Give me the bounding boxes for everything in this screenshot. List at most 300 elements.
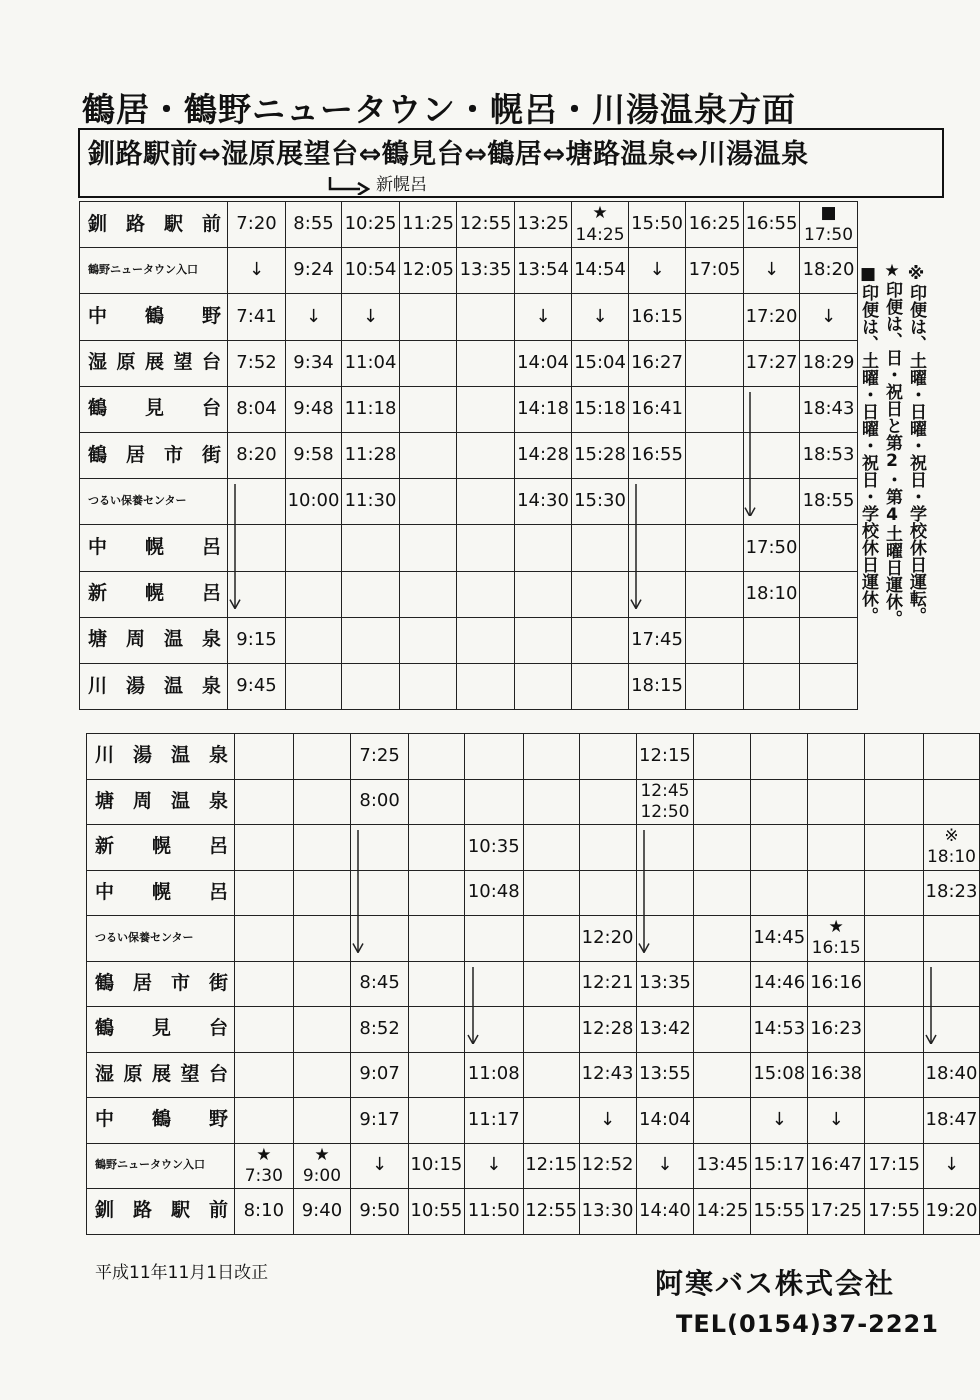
time-cell: [457, 432, 515, 478]
time-cell: ↓: [751, 1098, 808, 1144]
time-cell: [286, 663, 342, 709]
time-cell: [293, 916, 351, 962]
time-cell: 8:20: [228, 432, 286, 478]
time-cell: 8:55: [286, 202, 342, 248]
time-cell: [235, 1098, 294, 1144]
time-cell: 14:18: [515, 386, 572, 432]
time-cell: [286, 617, 342, 663]
time-cell: 15:18: [572, 386, 629, 432]
timetable-row: [87, 1189, 980, 1235]
arrow-down-icon: [466, 967, 480, 1044]
time-cell: 14:25: [694, 1189, 751, 1235]
timetable-row: [80, 479, 858, 525]
time-cell: [572, 525, 629, 571]
timetable-row: [80, 294, 858, 340]
time-cell: [400, 479, 457, 525]
time-cell: ↓: [286, 294, 342, 340]
timetable-row: [87, 961, 980, 1007]
station-name: 新 幌 呂: [87, 825, 235, 871]
time-cell: [235, 1007, 294, 1053]
time-cell: [457, 617, 515, 663]
time-cell: [865, 870, 924, 916]
time-cell: 15:17: [751, 1143, 808, 1189]
time-cell: [694, 961, 751, 1007]
timetable-row: [87, 1143, 980, 1189]
station-name: つるい保養センター: [87, 916, 235, 962]
time-cell: [523, 734, 579, 780]
time-cell: 15:30: [572, 479, 629, 525]
time-cell: [923, 916, 979, 962]
station-name: 中 幌 呂: [87, 870, 235, 916]
company-phone: TEL(0154)37-2221: [676, 1310, 939, 1338]
time-cell: [923, 734, 979, 780]
time-cell: [235, 779, 294, 825]
inbound-timetable: [86, 733, 980, 1235]
time-cell: 16:27: [629, 340, 686, 386]
time-cell: [408, 734, 464, 780]
time-cell: [865, 916, 924, 962]
time-cell: [523, 1098, 579, 1144]
time-cell: [686, 294, 744, 340]
timetable-row: [87, 825, 980, 871]
station-name: 釧 路 駅 前: [87, 1189, 235, 1235]
time-cell: 16:15: [629, 294, 686, 340]
time-cell: 13:25: [515, 202, 572, 248]
time-cell: [572, 571, 629, 617]
notes-column: [846, 204, 946, 704]
time-cell: 9:07: [351, 1052, 409, 1098]
time-cell: 16:38: [808, 1052, 865, 1098]
time-cell: [400, 525, 457, 571]
time-cell: 11:08: [464, 1052, 523, 1098]
time-cell: 14:53: [751, 1007, 808, 1053]
timetable-row: [87, 916, 980, 962]
time-cell: 17:15: [865, 1143, 924, 1189]
time-cell: 10:55: [408, 1189, 464, 1235]
outbound-timetable: [79, 201, 858, 710]
time-cell: 15:08: [751, 1052, 808, 1098]
time-cell: [293, 825, 351, 871]
time-cell: [579, 825, 636, 871]
station-name: つるい保養センター: [80, 479, 228, 525]
time-cell: 18:10: [744, 571, 800, 617]
time-cell: [808, 734, 865, 780]
time-cell: 11:18: [342, 386, 400, 432]
time-cell: 13:42: [636, 1007, 694, 1053]
time-cell: [523, 916, 579, 962]
time-cell: 16:55: [744, 202, 800, 248]
time-cell: 17:05: [686, 248, 744, 294]
time-cell: 10:48: [464, 870, 523, 916]
timetable-row: [80, 386, 858, 432]
timetable-row: [87, 1052, 980, 1098]
time-cell: [408, 961, 464, 1007]
time-cell: [686, 386, 744, 432]
time-cell: 16:23: [808, 1007, 865, 1053]
time-cell: 14:46: [751, 961, 808, 1007]
time-cell: 12:05: [400, 248, 457, 294]
timetable-row: [80, 525, 858, 571]
time-cell: ★ 7:30: [235, 1143, 294, 1189]
page-title: 鶴居・鶴野ニュータウン・幌呂・川湯温泉方面: [82, 90, 796, 129]
time-cell: [408, 870, 464, 916]
time-cell: [342, 525, 400, 571]
time-cell: 9:48: [286, 386, 342, 432]
time-cell: [865, 779, 924, 825]
revision-date: 平成11年11月1日改正: [95, 1263, 269, 1283]
time-cell: 18:40: [923, 1052, 979, 1098]
time-cell: 12:55: [457, 202, 515, 248]
time-cell: [808, 870, 865, 916]
time-cell: [865, 825, 924, 871]
time-cell: 9:34: [286, 340, 342, 386]
time-cell: [694, 825, 751, 871]
time-cell: [400, 340, 457, 386]
time-cell: [293, 1052, 351, 1098]
time-cell: 13:54: [515, 248, 572, 294]
time-cell: [572, 663, 629, 709]
time-cell: ↓: [342, 294, 400, 340]
time-cell: 10:54: [342, 248, 400, 294]
time-cell: [293, 870, 351, 916]
time-cell: 12:55: [523, 1189, 579, 1235]
station-name: 湿原展望台: [80, 340, 228, 386]
time-cell: [694, 779, 751, 825]
station-name: 中 幌 呂: [80, 525, 228, 571]
time-cell: 16:25: [686, 202, 744, 248]
time-cell: 7:41: [228, 294, 286, 340]
time-cell: [400, 617, 457, 663]
time-cell: ↓: [228, 248, 286, 294]
time-cell: 15:55: [751, 1189, 808, 1235]
time-cell: 14:04: [636, 1098, 694, 1144]
time-cell: [523, 961, 579, 1007]
note-column-3: ※印便は、土曜・日曜・祝日・学校休日運転。: [906, 264, 926, 624]
timetable-row: [80, 663, 858, 709]
time-cell: 15:04: [572, 340, 629, 386]
time-cell: [523, 870, 579, 916]
time-cell: [694, 734, 751, 780]
time-cell: [286, 525, 342, 571]
time-cell: [865, 1098, 924, 1144]
time-cell: [751, 779, 808, 825]
time-cell: ↓: [515, 294, 572, 340]
time-cell: 9:45: [228, 663, 286, 709]
time-cell: 16:16: [808, 961, 865, 1007]
time-cell: ↓: [800, 294, 858, 340]
time-cell: 18:20: [800, 248, 858, 294]
time-cell: ↓: [572, 294, 629, 340]
time-cell: [464, 779, 523, 825]
time-cell: 19:20: [923, 1189, 979, 1235]
time-cell: ★ 16:15: [808, 916, 865, 962]
time-cell: [464, 916, 523, 962]
station-name: 川 湯 温 泉: [80, 663, 228, 709]
station-name: 湿原展望台: [87, 1052, 235, 1098]
company-name: 阿寒バス株式会社: [655, 1267, 896, 1300]
time-cell: [744, 663, 800, 709]
time-cell: [865, 1052, 924, 1098]
time-cell: [523, 779, 579, 825]
time-cell: 9:15: [228, 617, 286, 663]
time-cell: [235, 734, 294, 780]
time-cell: ■ 17:50: [800, 202, 858, 248]
time-cell: 10:15: [408, 1143, 464, 1189]
time-cell: [923, 779, 979, 825]
time-cell: [235, 916, 294, 962]
time-cell: 10:35: [464, 825, 523, 871]
time-cell: 18:53: [800, 432, 858, 478]
time-cell: ↓: [808, 1098, 865, 1144]
time-cell: 12:52: [579, 1143, 636, 1189]
time-cell: [751, 734, 808, 780]
time-cell: 11:04: [342, 340, 400, 386]
time-cell: 18:15: [629, 663, 686, 709]
timetable-row: [87, 779, 980, 825]
time-cell: [342, 571, 400, 617]
time-cell: 12:15: [523, 1143, 579, 1189]
time-cell: [579, 870, 636, 916]
time-cell: 16:47: [808, 1143, 865, 1189]
time-cell: 9:50: [351, 1189, 409, 1235]
arrow-down-icon: [228, 484, 242, 609]
time-cell: [694, 916, 751, 962]
time-cell: [457, 479, 515, 525]
time-cell: [744, 617, 800, 663]
time-cell: [751, 870, 808, 916]
time-cell: [293, 961, 351, 1007]
time-cell: 17:27: [744, 340, 800, 386]
time-cell: [408, 825, 464, 871]
time-cell: 8:45: [351, 961, 409, 1007]
time-cell: 18:23: [923, 870, 979, 916]
timetable-row: [80, 617, 858, 663]
station-name: 塘 周 温 泉: [80, 617, 228, 663]
time-cell: 12:45 12:50: [636, 779, 694, 825]
time-cell: 12:28: [579, 1007, 636, 1053]
time-cell: [694, 870, 751, 916]
time-cell: 17:25: [808, 1189, 865, 1235]
route-main: 釧路駅前⇔湿原展望台⇔鶴見台⇔鶴居⇔塘路温泉⇔川湯温泉: [88, 139, 809, 170]
time-cell: 17:45: [629, 617, 686, 663]
time-cell: 9:58: [286, 432, 342, 478]
time-cell: [523, 1052, 579, 1098]
time-cell: [342, 663, 400, 709]
timetable-row: [80, 340, 858, 386]
time-cell: [515, 617, 572, 663]
time-cell: ↓: [744, 248, 800, 294]
time-cell: [408, 1007, 464, 1053]
time-cell: [400, 432, 457, 478]
time-cell: [865, 961, 924, 1007]
time-cell: [808, 825, 865, 871]
time-cell: [865, 734, 924, 780]
time-cell: [579, 779, 636, 825]
time-cell: [408, 779, 464, 825]
time-cell: [293, 1098, 351, 1144]
time-cell: 18:55: [800, 479, 858, 525]
time-cell: ※ 18:10: [923, 825, 979, 871]
time-cell: [342, 617, 400, 663]
time-cell: 11:17: [464, 1098, 523, 1144]
time-cell: 17:50: [744, 525, 800, 571]
station-name: 鶴野ニュータウン入口: [80, 248, 228, 294]
time-cell: [293, 779, 351, 825]
time-cell: [457, 386, 515, 432]
time-cell: 14:54: [572, 248, 629, 294]
time-cell: 9:17: [351, 1098, 409, 1144]
time-cell: 14:45: [751, 916, 808, 962]
time-cell: 8:10: [235, 1189, 294, 1235]
time-cell: [686, 525, 744, 571]
time-cell: 10:25: [342, 202, 400, 248]
time-cell: [523, 825, 579, 871]
time-cell: [400, 294, 457, 340]
time-cell: 15:50: [629, 202, 686, 248]
time-cell: 8:52: [351, 1007, 409, 1053]
time-cell: ↓: [351, 1143, 409, 1189]
time-cell: 13:30: [579, 1189, 636, 1235]
time-cell: [408, 916, 464, 962]
arrow-down-icon: [637, 830, 651, 953]
time-cell: ↓: [923, 1143, 979, 1189]
time-cell: 12:20: [579, 916, 636, 962]
time-cell: ↓: [464, 1143, 523, 1189]
time-cell: 18:47: [923, 1098, 979, 1144]
time-cell: [457, 571, 515, 617]
timetable-row: [80, 248, 858, 294]
time-cell: [400, 663, 457, 709]
time-cell: 9:24: [286, 248, 342, 294]
time-cell: 10:00: [286, 479, 342, 525]
timetable-row: [87, 734, 980, 780]
time-cell: [235, 1052, 294, 1098]
timetable-row: [80, 202, 858, 248]
time-cell: [751, 825, 808, 871]
time-cell: ★ 14:25: [572, 202, 629, 248]
time-cell: 13:55: [636, 1052, 694, 1098]
time-cell: [408, 1052, 464, 1098]
time-cell: [686, 617, 744, 663]
branch-arrow-icon: [326, 175, 370, 195]
timetable-row: [87, 870, 980, 916]
time-cell: 14:28: [515, 432, 572, 478]
time-cell: 13:45: [694, 1143, 751, 1189]
time-cell: [686, 432, 744, 478]
time-cell: 14:30: [515, 479, 572, 525]
note-column-2: ★印便は、日・祝日と第2・第4土曜日運休。: [882, 261, 902, 627]
time-cell: 8:04: [228, 386, 286, 432]
time-cell: 15:28: [572, 432, 629, 478]
note-column-1: ■印便は、土曜・日曜・祝日・学校休日運休。: [858, 264, 878, 624]
station-name: 中 鶴 野: [87, 1098, 235, 1144]
time-cell: [293, 734, 351, 780]
time-cell: 14:40: [636, 1189, 694, 1235]
timetable-row: [87, 1098, 980, 1144]
time-cell: 12:21: [579, 961, 636, 1007]
time-cell: 17:20: [744, 294, 800, 340]
time-cell: ↓: [579, 1098, 636, 1144]
time-cell: [457, 340, 515, 386]
station-name: 鶴 居 市 街: [80, 432, 228, 478]
time-cell: [694, 1098, 751, 1144]
time-cell: [400, 386, 457, 432]
time-cell: 13:35: [457, 248, 515, 294]
time-cell: [579, 734, 636, 780]
time-cell: [464, 734, 523, 780]
station-name: 中 鶴 野: [80, 294, 228, 340]
route-branch-label: 新幌呂: [376, 175, 427, 195]
arrow-down-icon: [924, 967, 938, 1044]
time-cell: [457, 663, 515, 709]
time-cell: 18:43: [800, 386, 858, 432]
station-name: 鶴 見 台: [87, 1007, 235, 1053]
timetable-row: [80, 571, 858, 617]
time-cell: [686, 571, 744, 617]
time-cell: 7:20: [228, 202, 286, 248]
time-cell: 16:41: [629, 386, 686, 432]
time-cell: [515, 525, 572, 571]
time-cell: [523, 1007, 579, 1053]
arrow-down-icon: [743, 392, 757, 517]
route-branch: [326, 170, 427, 195]
time-cell: [694, 1007, 751, 1053]
time-cell: 12:43: [579, 1052, 636, 1098]
station-name: 鶴 居 市 街: [87, 961, 235, 1007]
timetable-row: [87, 1007, 980, 1053]
route-header: [78, 128, 944, 198]
time-cell: ↓: [636, 1143, 694, 1189]
time-cell: 8:00: [351, 779, 409, 825]
time-cell: [865, 1007, 924, 1053]
time-cell: 7:25: [351, 734, 409, 780]
arrow-down-icon: [629, 484, 643, 609]
time-cell: 18:29: [800, 340, 858, 386]
time-cell: [293, 1007, 351, 1053]
time-cell: 14:04: [515, 340, 572, 386]
time-cell: [694, 1052, 751, 1098]
time-cell: [457, 294, 515, 340]
time-cell: [686, 663, 744, 709]
time-cell: 12:15: [636, 734, 694, 780]
time-cell: [457, 525, 515, 571]
time-cell: 13:35: [636, 961, 694, 1007]
time-cell: [515, 571, 572, 617]
station-name: 塘 周 温 泉: [87, 779, 235, 825]
time-cell: 11:25: [400, 202, 457, 248]
time-cell: 16:55: [629, 432, 686, 478]
station-name: 川 湯 温 泉: [87, 734, 235, 780]
time-cell: [408, 1098, 464, 1144]
time-cell: [235, 870, 294, 916]
time-cell: [286, 571, 342, 617]
station-name: 鶴野ニュータウン入口: [87, 1143, 235, 1189]
time-cell: 17:55: [865, 1189, 924, 1235]
time-cell: [686, 340, 744, 386]
time-cell: 11:28: [342, 432, 400, 478]
time-cell: ★ 9:00: [293, 1143, 351, 1189]
station-name: 鶴 見 台: [80, 386, 228, 432]
time-cell: [808, 779, 865, 825]
time-cell: 11:30: [342, 479, 400, 525]
time-cell: [515, 663, 572, 709]
time-cell: 7:52: [228, 340, 286, 386]
time-cell: [400, 571, 457, 617]
timetable-row: [80, 432, 858, 478]
time-cell: [235, 961, 294, 1007]
time-cell: 11:50: [464, 1189, 523, 1235]
time-cell: [235, 825, 294, 871]
